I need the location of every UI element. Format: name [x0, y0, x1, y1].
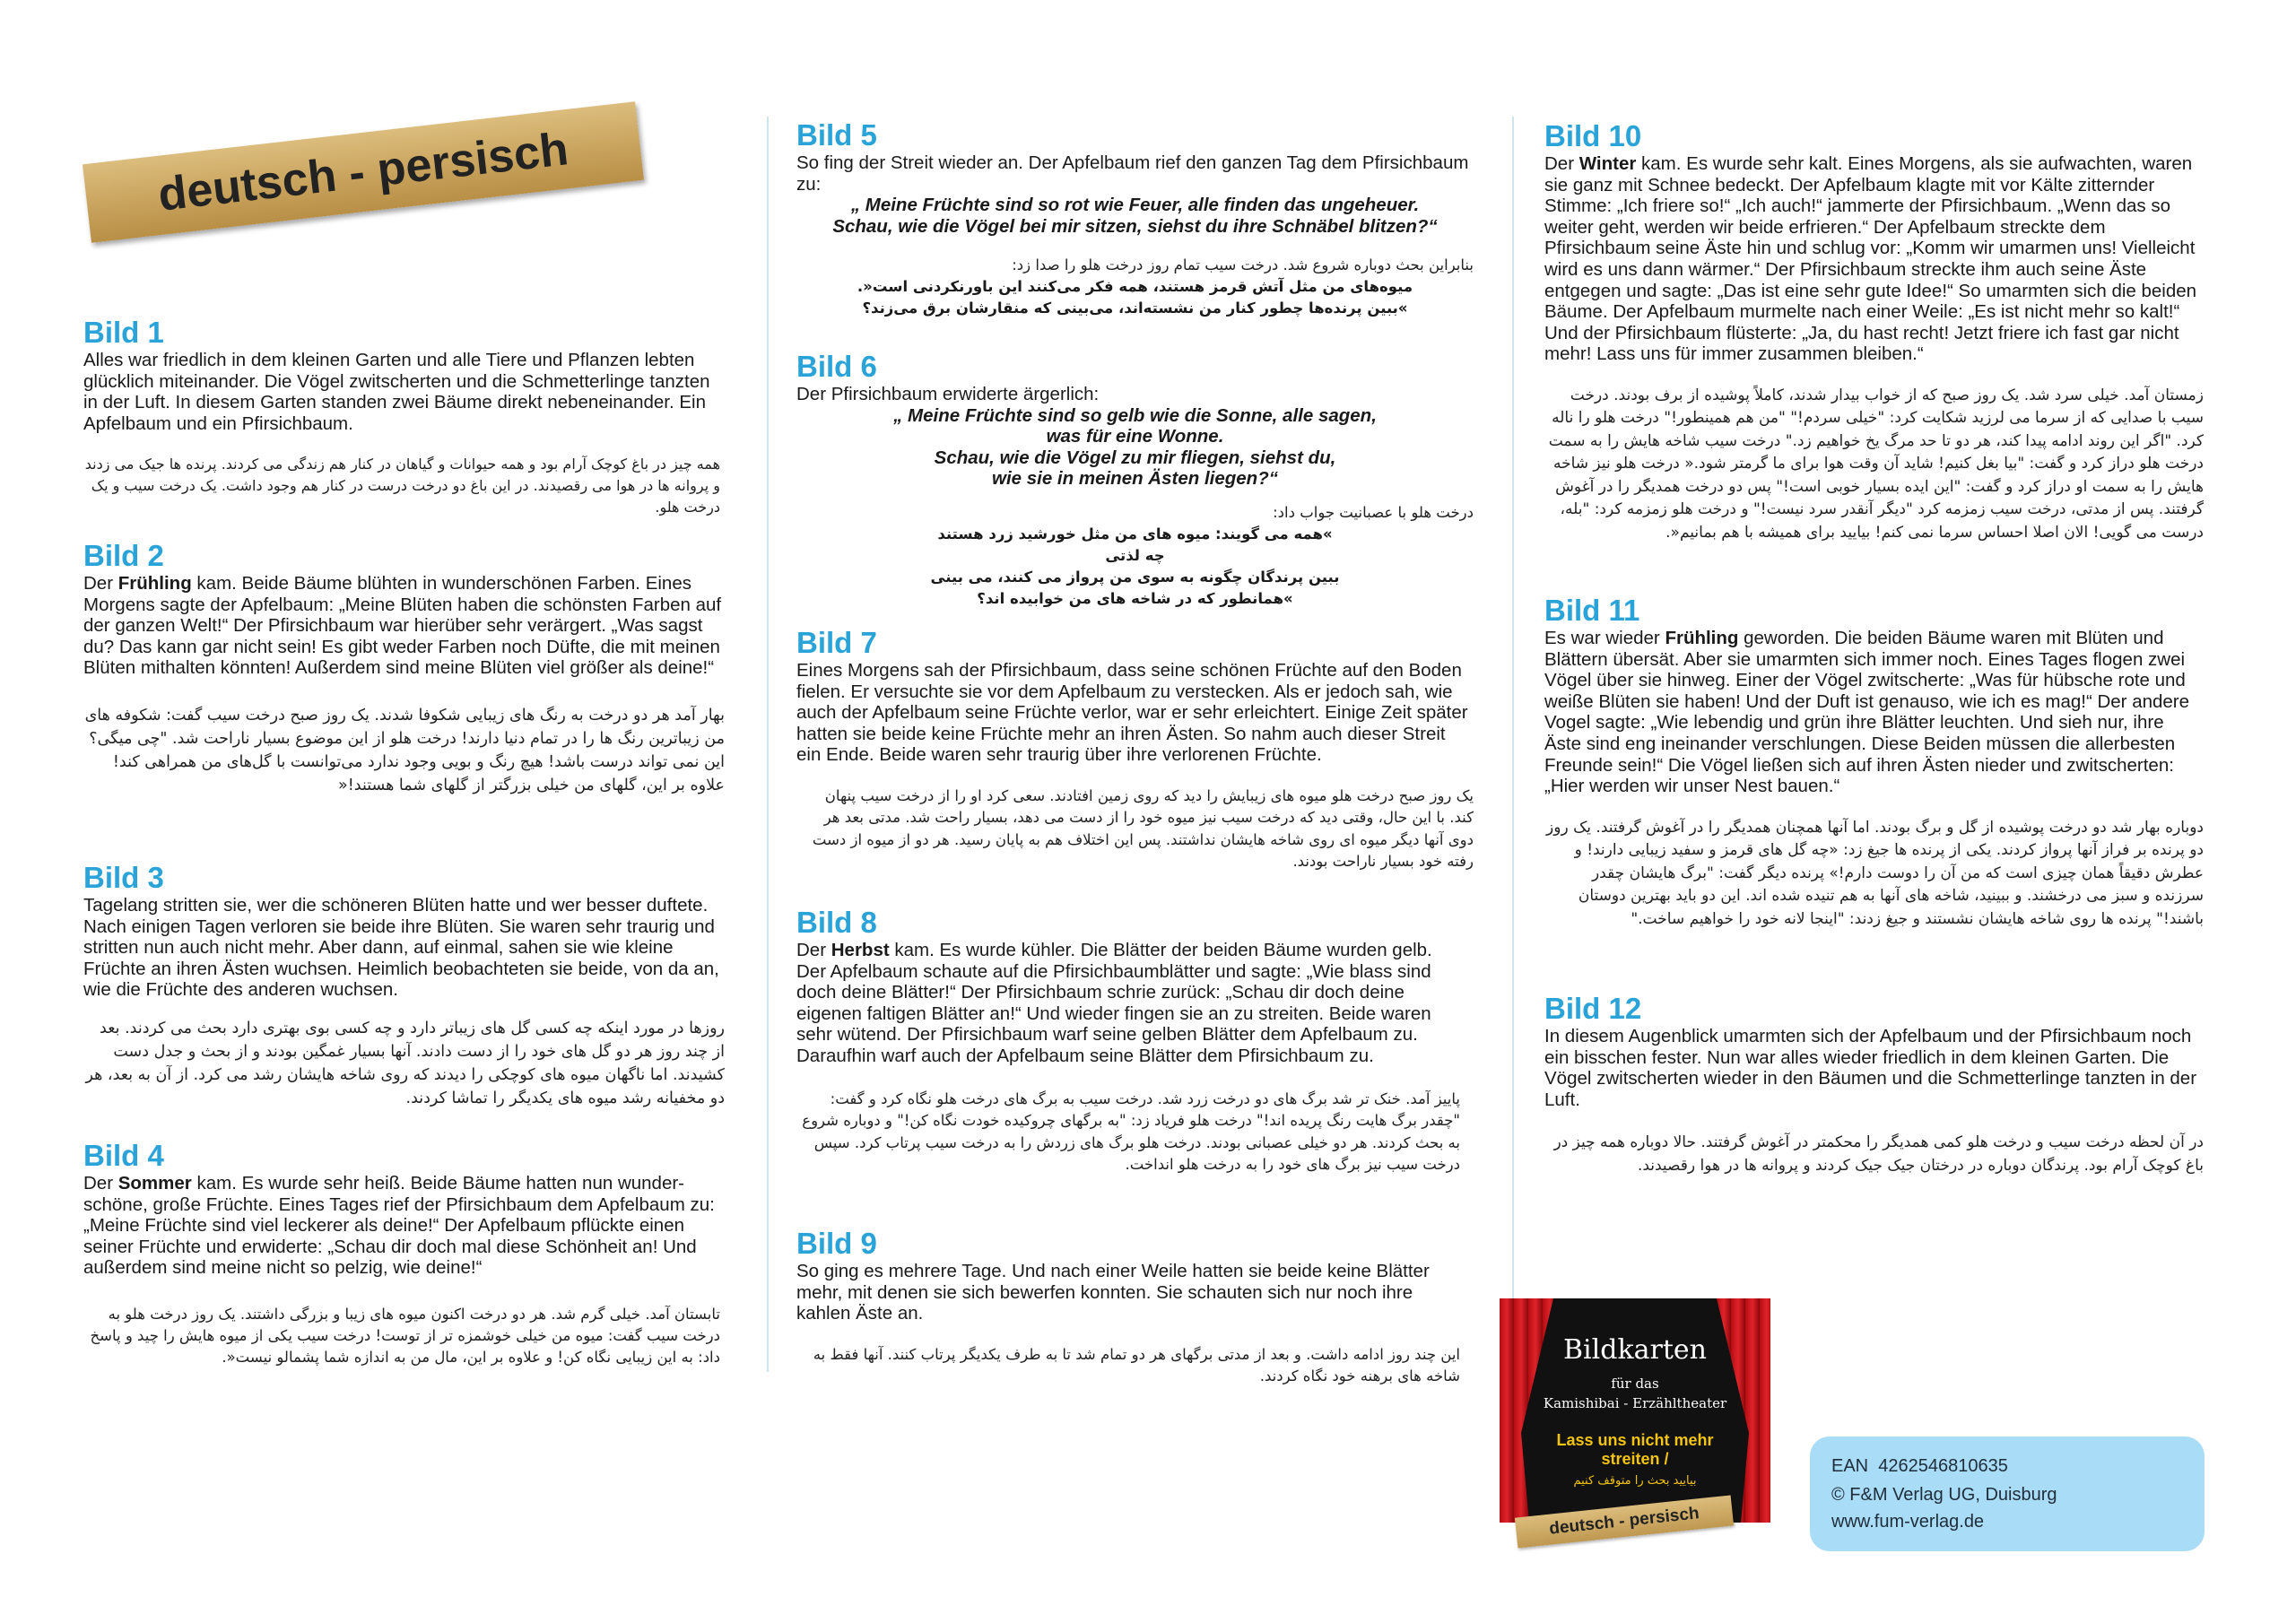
- section-bild-6: [796, 350, 1474, 610]
- product-card-image: [1500, 1298, 1770, 1523]
- section-bild-7: [796, 626, 1474, 873]
- persian-text: بنابراین بحث دوباره شروع شد. درخت سیب تمام روز درخت هلو را صدا زد:: [1012, 256, 1474, 274]
- section-heading: Bild 2: [83, 539, 164, 572]
- german-poem-line: „ Meine Früchte sind so rot wie Feuer, alle finden das ungeheuer.: [850, 195, 1420, 216]
- section-heading: Bild 7: [796, 626, 877, 659]
- german-text: Der Winter kam. Es wurde sehr kalt. Eines Morgens, als sie aufwachten, waren sie ganz mit Schnee bedeckt. Der Apfelbaum klagte mit vor Kälte zitternder Stimme: „Ich friere so!“ „Ich auch!“ jammerte der Pfirsichbaum. „Wenn das so weiter geht, werden wir beide erfrieren.“ Der Apfelbaum streckte dem Pfirsichbaum seine Äste hin und schlug vor: „Komm wir umarmen uns! Vielleicht wird es uns dann wärmer.“ Der Pfirsichbaum streckte ihm auch seine Äste entgegen und sagte: „Das ist eine sehr gute Idee!“ So umarmten sich die beiden Bäume. Der Apfelbaum murmelte nach einer Weile: „Es ist nicht mehr so kalt!“ Und der Pfirsichbaum flüsterte: „Ja, du hast recht! Jetzt friere ich fast gar nicht mehr! Lass uns für immer zusammen bleiben.“: [1544, 153, 2197, 365]
- german-text: In diesem Augenblick umarmten sich der Apfelbaum und der Pfirsichbaum noch ein bisschen fester. Nun war alles wieder friedlich in dem kleinen Garten. Die Vögel zwitscherten wieder in den Bäumen und die Schmetterlinge tanzten in der Luft.: [1544, 1026, 2197, 1110]
- title-tape: [83, 101, 644, 243]
- persian-text: در آن لحظه درخت سیب و درخت هلو کمی همدیگر را محکمتر در آغوش گرفتند. حالا دوباره همه چیز در باغ کوچک آرام بود. پرندگان دوباره در درختان جیک جیک کردند و پروانه ها در هوا رقصیدند.: [1553, 1133, 2204, 1175]
- section-heading: Bild 5: [796, 118, 877, 152]
- persian-text: تابستان آمد. خیلی گرم شد. هر دو درخت اکنون میوه های زیبا و بزرگی داشتند. یک روز درخت هلو به درخت سیب گفت: میوه من خیلی خوشمزه تر از توست! درخت سیب یکی از میوه هایش را چید و پاسخ داد: به این زیبایی نگاه کن! و علاوه بر این، مال من به اندازه شما پشمالو نیست«.: [90, 1305, 720, 1366]
- section-heading: Bild 12: [1544, 992, 1642, 1025]
- persian-text: پاییز آمد. خنک تر شد برگ های دو درخت زرد شد. درخت سیب به برگ های درخت هلو نگاه کرد و گفت: "چقدر برگ هایت رنگ پریده اند!" درخت هلو فریاد زد: "به برگهای چروکیده خودت نگاه کن!" و دوباره شروع به بحث کردند. هر دو خیلی عصبانی بودند. درخت هلو برگ های زردش را به درخت سیب پرتاب کرد. سپس درخت سیب نیز برگ های خود را به درخت هلو انداخت.: [802, 1089, 1460, 1174]
- section-heading: Bild 1: [83, 316, 164, 349]
- german-poem-line: Schau, wie die Vögel bei mir sitzen, siehst du ihre Schnäbel blitzen?“: [832, 215, 1438, 237]
- card-title: Bildkarten: [1563, 1334, 1707, 1366]
- persian-text: درخت هلو با عصبانیت جواب داد:: [1273, 503, 1474, 521]
- card-subtitle-2: Kamishibai - Erzähltheater: [1543, 1395, 1727, 1411]
- section-bild-8: [796, 906, 1460, 1176]
- section-heading: Bild 6: [796, 350, 877, 383]
- german-poem-line: wie sie in meinen Ästen liegen?“: [992, 468, 1278, 490]
- card-tape-label: deutsch - persisch: [1548, 1504, 1700, 1539]
- german-poem-line: „ Meine Früchte sind so gelb wie die Sonne, alle sagen,: [893, 404, 1377, 426]
- persian-text: این چند روز ادامه داشت. و بعد از مدتی برگهای هر دو تمام شد تا به طرف یکدیگر پرتاب کنند. آنها فقط به شاخه های برهنه خود نگاه کردند.: [813, 1345, 1460, 1385]
- german-text: Tagelang stritten sie, wer die schöneren Blüten hatte und wer besser duftete. Nach einigen Tagen verloren sie beide ihre Blüten. Sie waren sehr traurig und stritten nun auch nicht mehr. Aber dann, auf einmal, sahen sie wie kleine Früchte an ihren Ästen wuchsen. Heimlich beobachteten sie beide, von da an, wie die Früchte des anderen wuchsen.: [83, 895, 719, 1001]
- persian-text: دوباره بهار شد دو درخت پوشیده از گل و برگ بودند. اما آنها همچنان همدیگر را در آغوش گرفتند. یک روز دو پرنده بر فراز آنها پرواز کردند. یکی از پرنده ها جیغ زد: «چه گل های قرمز و سفید زیبایی دارند! و عطرش دقیقاً همان چیزی است که من آن را دوست دارم!» پرنده دیگر گفت: "برگ هایشان چقدر سرزنده و سبز می درخشند. و ببینید، شاخه های آنها به هم تنیده شده اند. این دو باید بهترین دوستان باشند!" پرنده ها روی شاخه هایشان نشستند و جیغ زدند: "اینجا لانه خود را خواهیم ساخت.": [1546, 818, 2204, 928]
- card-slogan-persian: بیایید بحث را متوقف کنیم: [1573, 1474, 1697, 1488]
- section-bild-3: [83, 861, 725, 1110]
- persian-text: روزها در مورد اینکه چه کسی گل های زیباتر دارد و چه کسی بوی بهتری دارد بحث می کردند. بعد از چند روز هر دو گل های خود را از دست دادند. آنها بسیار غمگین بودند و از بحث و جدل دست کشیدند. اما ناگهان میوه های کوچکی را دیدند که روی شاخه هایشان رشد می کرد. از آن به بعد، هر دو مخفیانه رشد میوه های یکدیگر را تماشا کردند.: [85, 1019, 725, 1107]
- persian-text: زمستان آمد. خیلی سرد شد. یک روز صبح که از خواب بیدار شدند، کاملاً پوشیده از برف بودند. درخت سیب با صدایی که از سرما می لرزید شکایت کرد: "خیلی سردم!" "من هم همینطور!" درخت هلو را ناله کرد. "اگر این روند ادامه پیدا کند، هر دو تا حد مرگ یخ خواهیم زد." درخت سیب شاخه هایش را به سمت درخت هلو دراز کرد و گفت: "بیا بغل کنیم! شاید آن وقت هوا برای ما گرمتر شود.« درخت هلو نیز شاخه هایش را به سمت او دراز کرد و گفت: "این ایده بسیار خوبی است!" پس دو درخت همدیگر را در آغوش گرفتند. پس از مدتی، درخت سیب زمزمه کرد "دیگر آنقدر سرد نیست!" و درخت هلو زمزمه کرد: "بله، درست می گویی! الان اصلا احساس سرما نمی کنم! بیایید برای همیشه با هم بمانیم«.: [1548, 386, 2204, 542]
- ean-number: 4262546810635: [1878, 1456, 2008, 1476]
- section-heading: Bild 3: [83, 861, 164, 894]
- persian-text: یک روز صبح درخت هلو میوه های زیبایش را دید که روی زمین افتادند. سعی کرد او را از درخت سیب پنهان کند. با این حال، وقتی دید که درخت سیب نیز میوه خود را از دست می دهد، بسیار راحت شد. مدتی بعد هر دوی آنها دیگر میوه ای روی شاخه هایشان نداشتند. پس این اختلاف هم به پایان رسید. هر دو از میوه از دست رفته خود بسیار ناراحت بودند.: [812, 786, 1474, 871]
- german-text: Der Sommer kam. Es wurde sehr heiß. Beide Bäume hatten nun wunder-schöne, große Früchte. Eines Tages rief der Pfirsichbaum dem Apfelbaum zu: „Meine Früchte sind viel leckerer als deine!“ Der Apfelbaum pflückte einen seiner Früchte und erwiderte: „Schau dir doch mal diese Schönheit an! Und außerdem sind meine nicht so pelzig, wie deine!“: [83, 1173, 715, 1279]
- section-bild-1: [83, 316, 720, 518]
- publisher-url[interactable]: www.fum-verlag.de: [1831, 1512, 1985, 1532]
- german-text: Der Herbst kam. Es wurde kühler. Die Blätter der beiden Bäume wurden gelb. Der Apfelbaum schaute auf die Pfirsichbaumblätter und sagte: „Wie blass sind doch deine Blätter!“ Der Pfirsichbaum schrie zurück: „Schau dir doch deine eigenen faltigen Blätter an!“ Und wieder fingen sie an zu streiten. Beide waren sehr wütend. Der Pfirsichbaum warf seine gelben Blätter dem Apfelbaum zu. Daraufhin warf auch der Apfelbaum seine Blätter dem Pfirsichbaum zu.: [796, 940, 1432, 1066]
- card-subtitle: für das: [1611, 1376, 1659, 1392]
- persian-poem-line: چه لذتی: [1105, 546, 1165, 564]
- section-bild-10: [1544, 119, 2204, 544]
- german-poem-line: Schau, wie die Vögel zu mir fliegen, siehst du,: [934, 447, 1336, 468]
- section-heading: Bild 10: [1544, 119, 1642, 152]
- persian-poem-line: میوه‌های من مثل آتش قرمز هستند، همه فکر می‌کنند این باورنکردنی است«.: [857, 278, 1413, 296]
- section-heading: Bild 4: [83, 1139, 164, 1172]
- section-heading: Bild 11: [1544, 594, 1640, 627]
- persian-poem-line: »همانطور که در شاخه های من خوابیده اند؟: [977, 589, 1293, 607]
- column-divider-2: [1512, 117, 1514, 1300]
- german-text: Alles war friedlich in dem kleinen Garten und alle Tiere und Pflanzen lebten glücklich miteinander. Die Vögel zwitscherten und die Schmetterlinge tanzten in der Luft. In diesem Garten standen zwei Bäume direkt nebeneinander. Ein Apfelbaum und ein Pfirsichbaum.: [83, 350, 710, 434]
- persian-poem-line: ببین پرندگان چگونه به سوی من پرواز می کنند، می بینی: [930, 568, 1340, 586]
- section-bild-12: [1544, 992, 2204, 1177]
- section-heading: Bild 8: [796, 906, 877, 939]
- section-heading: Bild 9: [796, 1227, 877, 1260]
- section-bild-4: [83, 1139, 720, 1368]
- section-bild-9: [796, 1227, 1460, 1388]
- german-text: So fing der Streit wieder an. Der Apfelbaum rief den ganzen Tag dem Pfirsichbaum zu:: [796, 152, 1469, 195]
- card-slogan-german: Lass uns nicht mehr streiten /: [1556, 1431, 1714, 1468]
- section-bild-5: [796, 118, 1474, 319]
- persian-poem-line: »همه می گویند: میوه های من مثل خورشید زرد هستند: [937, 525, 1333, 542]
- german-poem-line: was für eine Wonne.: [1046, 426, 1224, 447]
- persian-text: همه چیز در باغ کوچک آرام بود و همه حیوانات و گیاهان در کنار هم زندگی می کردند. پرنده ها جیک می زدند و پروانه ها در هوا می رقصیدند. در این باغ دو درخت درست در کنار هم وجود داشت. یک درخت سیب و یک درخت هلو.: [84, 456, 720, 516]
- german-text: Es war wieder Frühling geworden. Die beiden Bäume waren mit Blüten und Blättern übersät. Aber sie umarmten sich immer noch. Eines Tages flogen zwei Vögel über sie hinweg. Einer der Vögel zwitscherte: „Was für hübsche rote und weiße Blüten sie haben! Und der Duft ist genauso, wie ich es mag!“ Der andere Vogel sagte: „Wie lebendig und grün ihre Blätter leuchten. Und sieh nur, ihre Äste sind eng ineinander verschlungen. Diese Beiden müssen die allerbesten Freunde sein!“ Die Vögel ließen sich auf ihren Ästen nieder und zwitscherten: „Hier werden wir unser Nest bauen.“: [1544, 628, 2190, 797]
- persian-text: بهار آمد هر دو درخت به رنگ های زیبایی شکوفا شدند. یک روز صبح درخت سیب گفت: شکوفه های من زیباترین رنگ ها را در تمام دنیا دارند! درخت هلو از این موضوع بسیار ناراحت شد. "چی میگی؟ این نمی تواند درست باشد! هیچ رنگ و بویی وجود ندارد می‌توانست با گل‌های من همراهی کند! علاوه بر این، گلهای من خیلی بزرگتر از گلهای شما هستند!«: [84, 706, 725, 794]
- section-bild-2: [83, 539, 725, 797]
- german-text: Eines Morgens sah der Pfirsichbaum, dass seine schönen Früchte auf den Boden fielen. Er versuchte sie vor dem Apfelbaum zu verstecken. Als er jedoch sah, wie auch der Apfelbaum seine Früchte verlor, war er sehr erleichtert. Einige Zeit später hatten sie beide keine Früchte mehr an ihren Ästen. So nahm auch dieser Streit ein Ende. Beide waren sehr traurig über ihre verlorenen Früchte.: [796, 660, 1468, 766]
- title-tape-label: deutsch - persisch: [155, 123, 571, 221]
- section-bild-11: [1544, 594, 2204, 931]
- imprint-box: [1810, 1436, 2205, 1551]
- german-text: So ging es mehrere Tage. Und nach einer Weile hatten sie beide keine Blätter mehr, mit denen sie sich bewerfen konnten. Sie schauten sich nur noch ihre kahlen Äste an.: [796, 1261, 1430, 1324]
- german-text: Der Pfirsichbaum erwiderte ärgerlich:: [796, 384, 1100, 404]
- publisher: © F&M Verlag UG, Duisburg: [1831, 1485, 2057, 1505]
- column-divider-1: [767, 117, 769, 1372]
- ean-line: [1831, 1456, 2008, 1477]
- ean-label: EAN: [1831, 1456, 1869, 1476]
- persian-poem-line: »ببین پرنده‌ها چطور کنار من نشسته‌اند، می‌بینی که منقارشان برق می‌زند؟: [862, 299, 1408, 317]
- german-text: Der Frühling kam. Beide Bäume blühten in wunderschönen Farben. Eines Morgens sagte der Apfelbaum: „Meine Blüten haben die schönsten Farben auf der ganzen Welt!“ Der Pfirsichbaum war hierüber sehr verärgert. „Was sagst du? Das kann gar nicht sein! Es gibt weder Farben noch Düfte, die mit meinen Blüten mithalten könnten! Außerdem sind meine Blüten viel größer als deine!“: [83, 573, 722, 679]
